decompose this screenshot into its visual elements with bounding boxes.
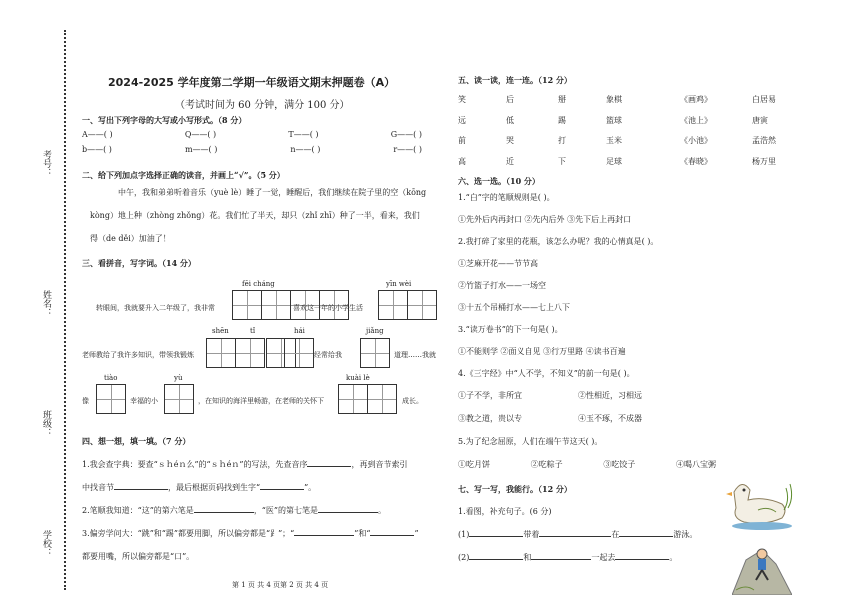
- q3-text: 成长。: [402, 397, 423, 405]
- q6-question: 1.“白”字的笔顺规则是( )。: [458, 193, 555, 202]
- duck-illustration: [724, 480, 794, 530]
- q1-row1: [82, 130, 422, 139]
- q1-item: n——( ): [290, 145, 321, 154]
- class-label: 班级：: [41, 410, 51, 437]
- pinyin-kuaile: kuài lè: [346, 374, 370, 382]
- pinyin-tiao: tiào: [104, 374, 118, 382]
- q6-question: 4.《三字经》中“人不学，不知义”的前一句是( )。: [458, 369, 635, 378]
- q5-col4: 象棋 篮球 玉米 足球: [606, 95, 622, 166]
- q6-question: 5.为了纪念屈原，人们在端午节这天( )。: [458, 437, 603, 446]
- writing-grid[interactable]: [360, 338, 390, 368]
- pinyin-yu: yù: [174, 374, 183, 382]
- q1-item: T——( ): [288, 130, 319, 139]
- q5-col3: 掰 踢 打 下: [558, 95, 566, 166]
- q7-line2: (2) 和 一起去 。: [458, 553, 678, 562]
- q6-option: ③教之道，贵以专: [458, 414, 522, 423]
- pinyin-hai: hái: [294, 327, 305, 335]
- writing-grid[interactable]: [378, 290, 437, 320]
- q3-heading: 三、看拼音，写字词。（14 分）: [82, 258, 196, 268]
- q6-question: 3.“读万卷书”的下一句是( )。: [458, 325, 563, 334]
- pinyin-jiang: jiǎng: [366, 327, 384, 335]
- pinyin-feichang: fēi cháng: [242, 280, 275, 288]
- q2-line3: 得（de děi）加油了！: [90, 234, 171, 243]
- q6-question: 2.我打碎了家里的花瓶，该怎么办呢？我的心情真是( )。: [458, 237, 659, 246]
- q6-option: ①芝麻开花——节节高: [458, 259, 538, 268]
- pinyin-shen: shēn: [212, 327, 229, 335]
- q3-text: 道理……我就: [394, 351, 436, 359]
- writing-grid[interactable]: [96, 384, 126, 414]
- q2-line2: kòng）地上种（zhòng zhǒng）花。我们忙了半天，却只（zhǐ zhī）种了一半，看来，我们: [90, 211, 420, 220]
- page-title: 2024-2025 学年度第二学期一年级语文期末押题卷（A）: [108, 76, 396, 89]
- pinyin-yinwei: yīn wèi: [386, 280, 412, 288]
- q4-line: 中找音节 ，最后根据页码找到生字“ ”。: [82, 483, 317, 492]
- q6-option: ④玉不琢，不成器: [578, 414, 642, 423]
- q4-line: 都要用嘴，所以偏旁都是“口”。: [82, 552, 195, 561]
- exam-no-label: 考号：: [41, 150, 51, 177]
- q4-line: 1.我会查字典：要查“ｓｈéｎ么”的“ｓｈéｎ”的写法，先查音序 ，再到音节索引: [82, 460, 408, 469]
- q4-line: 3.偏旁学问大：“跳”和“踢”都要用脚，所以偏旁都是“⻊”；“ ”和“ ”: [82, 529, 419, 538]
- q5-col5: 《画鸡》 《池上》 《小池》 《春晓》: [680, 95, 712, 166]
- name-label: 姓名：: [41, 290, 51, 317]
- q1-heading: 一、写出下列字母的大写或小写形式。（8 分）: [82, 115, 247, 125]
- writing-grid[interactable]: [338, 384, 397, 414]
- q1-item: G——( ): [390, 130, 422, 139]
- page-footer: 第 1 页 共 4 页第 2 页 共 4 页: [232, 581, 329, 589]
- q5-col1: 笑 远 前 高: [458, 95, 466, 166]
- q5-col2: 后 低 哭 近: [506, 95, 514, 166]
- q3-text: 幸福的小: [130, 397, 158, 405]
- q3-text: 经常给我: [314, 351, 342, 359]
- q6-option: ③十五个吊桶打水——七上八下: [458, 303, 570, 312]
- q6-q5-options: ①吃月饼 ②吃粽子 ③吃饺子 ④喝八宝粥: [458, 460, 716, 469]
- climbing-child-illustration: [732, 540, 792, 595]
- q1-row2: [82, 145, 422, 154]
- q1-item: A——( ): [82, 130, 113, 139]
- q7-line1: (1) 带着 在 游泳。: [458, 530, 698, 539]
- q6-heading: 六、选一选。（10 分）: [458, 176, 540, 186]
- q1-item: Q——( ): [184, 130, 217, 139]
- writing-grid[interactable]: [206, 338, 265, 368]
- q3-text: ，在知识的海洋里畅游，在老师的关怀下: [198, 397, 324, 405]
- q1-item: r——( ): [393, 145, 422, 154]
- q6-option: ②竹篮子打水——一场空: [458, 281, 546, 290]
- q5-heading: 五、读一读，连一连。（12 分）: [458, 75, 572, 85]
- q1-item: m——( ): [184, 145, 218, 154]
- q6-options: ①先外后内再封口 ②先内后外 ③先下后上再封口: [458, 215, 632, 224]
- q7-heading: 七、写一写，我能行。（12 分）: [458, 484, 572, 494]
- pinyin-ti: tǐ: [250, 327, 256, 335]
- q6-options: ①不能则学 ②面义自见 ③行万里路 ④读书百遍: [458, 347, 626, 356]
- writing-grid[interactable]: [164, 384, 194, 414]
- q3-text: 老师教给了我许多知识，带领我锻炼: [82, 351, 194, 359]
- q6-option: ①子不学，非所宜: [458, 391, 522, 400]
- writing-grid[interactable]: [284, 338, 314, 368]
- q3-text: 喜欢这一年的小学生活: [293, 304, 363, 312]
- q4-heading: 四、想一想，填一填。（7 分）: [82, 436, 191, 446]
- q2-line1: 中午，我和弟弟听着音乐（yuè lè）睡了一觉，睡醒后，我们继续在院子里的空（kōng: [118, 188, 427, 197]
- q4-line: 2.笔顺我知道：“这”的第六笔是 ，“医”的第七笔是 。: [82, 506, 386, 515]
- q3-text: 转眼间，我就要升入二年级了，我非常: [96, 304, 215, 312]
- binding-line: [64, 30, 66, 590]
- q5-col6: 白居易 唐寅 孟浩然 杨万里: [752, 95, 776, 166]
- q2-heading: 二、给下列加点字选择正确的读音，并画上“√”。（5 分）: [82, 170, 285, 180]
- school-label: 学校：: [41, 530, 51, 557]
- q1-item: b——( ): [82, 145, 112, 154]
- q3-text: 像: [82, 397, 89, 405]
- page-subtitle: （考试时间为 60 分钟，满分 100 分）: [175, 100, 350, 111]
- q6-option: ②性相近，习相远: [578, 391, 642, 400]
- q7-sub: 1.看图，补充句子。(6 分): [458, 507, 552, 516]
